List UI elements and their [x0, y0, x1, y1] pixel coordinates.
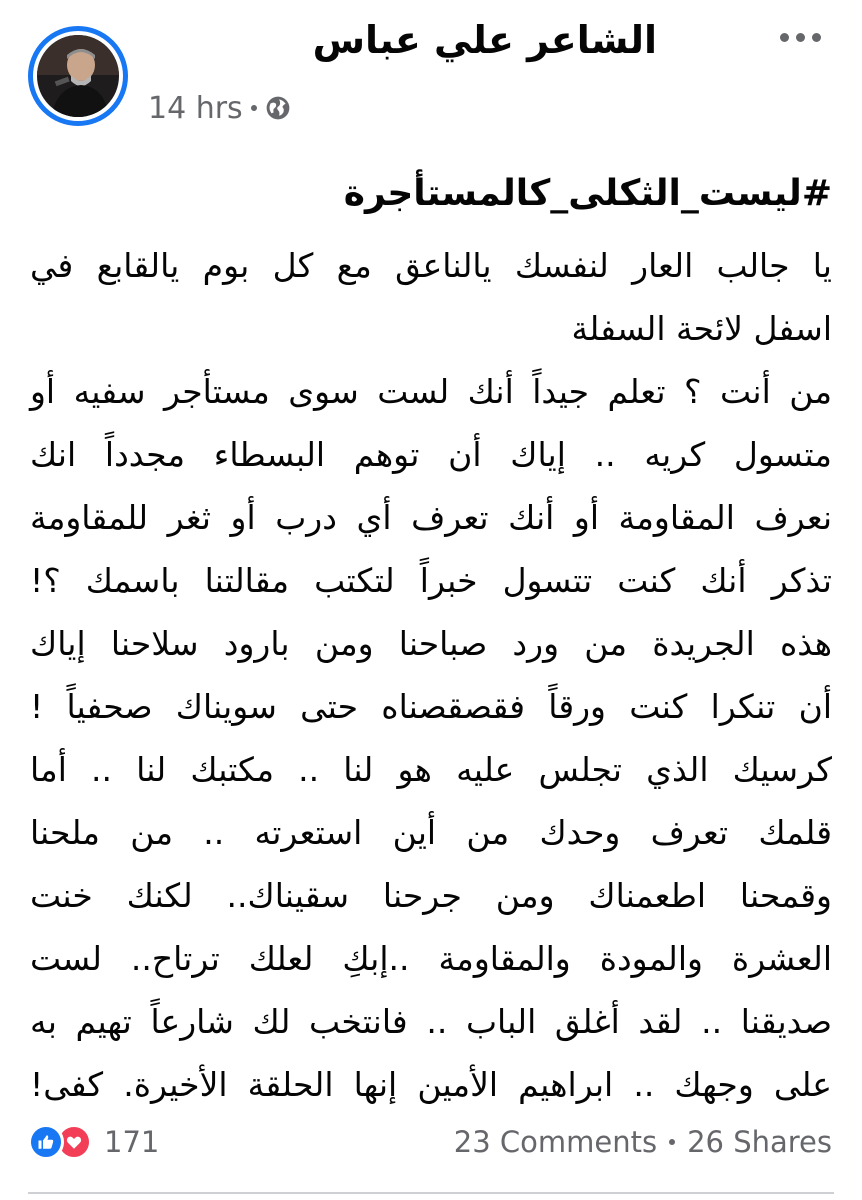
- more-options-icon: [780, 33, 789, 42]
- post-line: وقمحنا اطعمناك ومن جرحنا سقيناك.. لكنك خنت: [30, 876, 832, 915]
- avatar[interactable]: [28, 26, 128, 126]
- post-header: [0, 0, 862, 150]
- shares-link[interactable]: 26 Shares: [687, 1125, 832, 1159]
- post-line: على وجهك .. ابراهيم الأمين إنها الحلقة الأخيرة. كفى!: [30, 1065, 832, 1104]
- post-text: [30, 150, 832, 1116]
- post-line: نعرف المقاومة أو أنك تعرف أي درب أو ثغر للمقاومة: [30, 498, 832, 537]
- post-line: صديقنا .. لقد أغلق الباب .. فانتخب لك شارعاً تهيم به: [30, 1002, 832, 1041]
- globe-icon: [265, 95, 291, 121]
- post-footer: [0, 1110, 862, 1170]
- more-options-icon-dot: [796, 33, 805, 42]
- post-line: قلمك تعرف وحدك من أين استعرته .. من ملحنا: [30, 813, 832, 852]
- post-line: كرسيك الذي تجلس عليه هو لنا .. مكتبك لنا .. أما: [30, 750, 832, 789]
- comments-link[interactable]: 23 Comments: [453, 1125, 658, 1159]
- more-options-button[interactable]: [770, 22, 830, 52]
- post-line: أن تنكرا كنت ورقاً فقصقصناه حتى سويناك صحفياً !: [30, 687, 832, 726]
- post-line: هذه الجريدة من ورد صباحنا ومن بارود سلاحنا إياك: [30, 624, 832, 663]
- like-reaction-icon: [28, 1124, 64, 1160]
- post-meta: [148, 88, 291, 128]
- hashtag-link[interactable]: #ليست_الثكلى_كالمستأجرة: [343, 173, 832, 214]
- engagement-summary: [454, 1124, 832, 1160]
- reaction-count: 171: [104, 1125, 160, 1159]
- separator-dot: [669, 1139, 675, 1145]
- post-line: من أنت ؟ تعلم جيداً أنك لست سوى مستأجر سفيه أو: [30, 372, 832, 411]
- footer-divider: [28, 1192, 834, 1194]
- post-line: تذكر أنك كنت تتسول خبراً لتكتب مقالتنا باسمك ؟!: [30, 561, 832, 600]
- post-line: العشرة والمودة والمقاومة ..إبكِ لعلك ترتاح.. لست: [30, 939, 832, 978]
- separator-dot: [251, 105, 257, 111]
- more-options-icon-dot: [812, 33, 821, 42]
- author-name[interactable]: الشاعر علي عباس: [312, 18, 657, 62]
- post-line: يا جالب العار لنفسك يالناعق مع كل بوم يالقابع في: [30, 246, 832, 285]
- reactions-summary[interactable]: [28, 1124, 159, 1160]
- post-line: متسول كريه .. إياك أن توهم البسطاء مجدداً انك: [30, 435, 832, 474]
- post-time[interactable]: 14 hrs: [148, 90, 243, 126]
- post-line: اسفل لائحة السفلة: [571, 309, 832, 348]
- author-photo: [37, 35, 119, 117]
